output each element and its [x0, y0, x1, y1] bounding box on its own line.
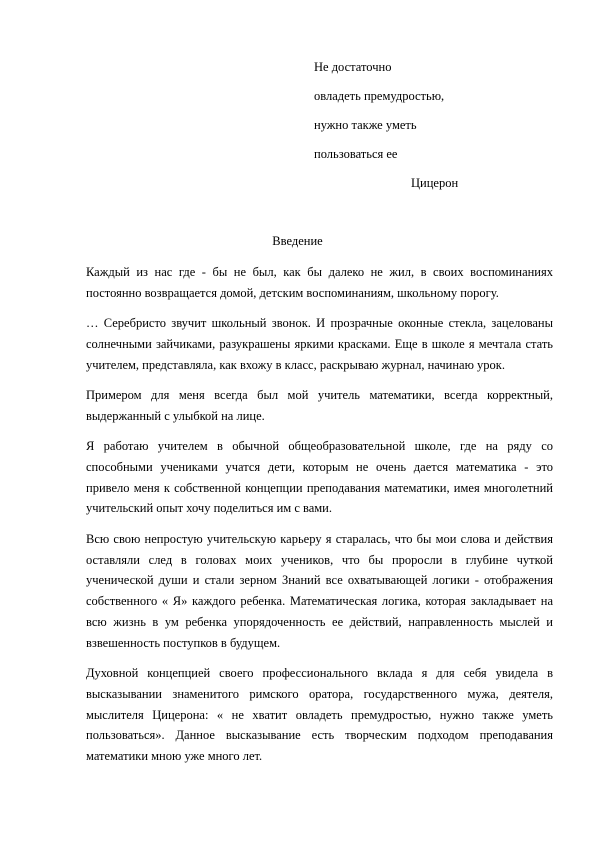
body-text	[86, 262, 553, 777]
epigraph	[314, 58, 564, 192]
section-title: Введение	[272, 234, 323, 248]
epigraph-line: нужно также уметь	[314, 118, 417, 132]
paragraph: Примером для меня всегда был мой учитель математики, всегда корректный, выдержанный с улыбкой на лице.	[86, 387, 553, 423]
paragraph: Всю свою непростую учительскую карьеру я старалась, что бы мои слова и действия оставляли след в головах моих учеников, что бы проросли в глубине чуткой ученической души и стали зерном Знаний все охватывающей логики - отображения собственного « Я» каждого ребенка. Математическая логика, которая закладывает на всю жизнь в ум ребенка упорядоченность ее действий, направленность мыслей и взвешенность поступков в будущем.	[86, 531, 553, 650]
paragraph: … Серебристо звучит школьный звонок. И прозрачные оконные стекла, зацелованы солнечными зайчиками, разукрашены яркими красками. Еще в школе я мечтала стать учителем, представляла, как вхожу в класс, раскрываю журнал, начинаю урок.	[86, 316, 553, 372]
epigraph-line: пользоваться ее	[314, 147, 398, 161]
paragraph: Я работаю учителем в обычной общеобразовательной школе, где на ряду со способными учениками учатся дети, которым не очень дается математика - это привело меня к собственной концепции преподавания математики, имея многолетний учительский опыт хочу поделиться им с вами.	[86, 439, 553, 516]
paragraph: Каждый из нас где - бы не был, как бы далеко не жил, в своих воспоминаниях постоянно возвращается домой, детским воспоминаниям, школьному порогу.	[86, 265, 553, 300]
paragraph: Духовной концепцией своего профессионального вклада я для себя увидела в высказывании знаменитого римского оратора, государственного мужа, деятеля, мыслителя Цицерона: « не хватит овладеть премудростью, нужно также уметь пользоваться». Данное высказывание есть творческим подходом преподавания математики мною уже много лет.	[86, 666, 553, 764]
epigraph-line: овладеть премудростью,	[314, 89, 445, 103]
epigraph-line: Не достаточно	[314, 60, 392, 74]
epigraph-author: Цицерон	[411, 176, 459, 190]
